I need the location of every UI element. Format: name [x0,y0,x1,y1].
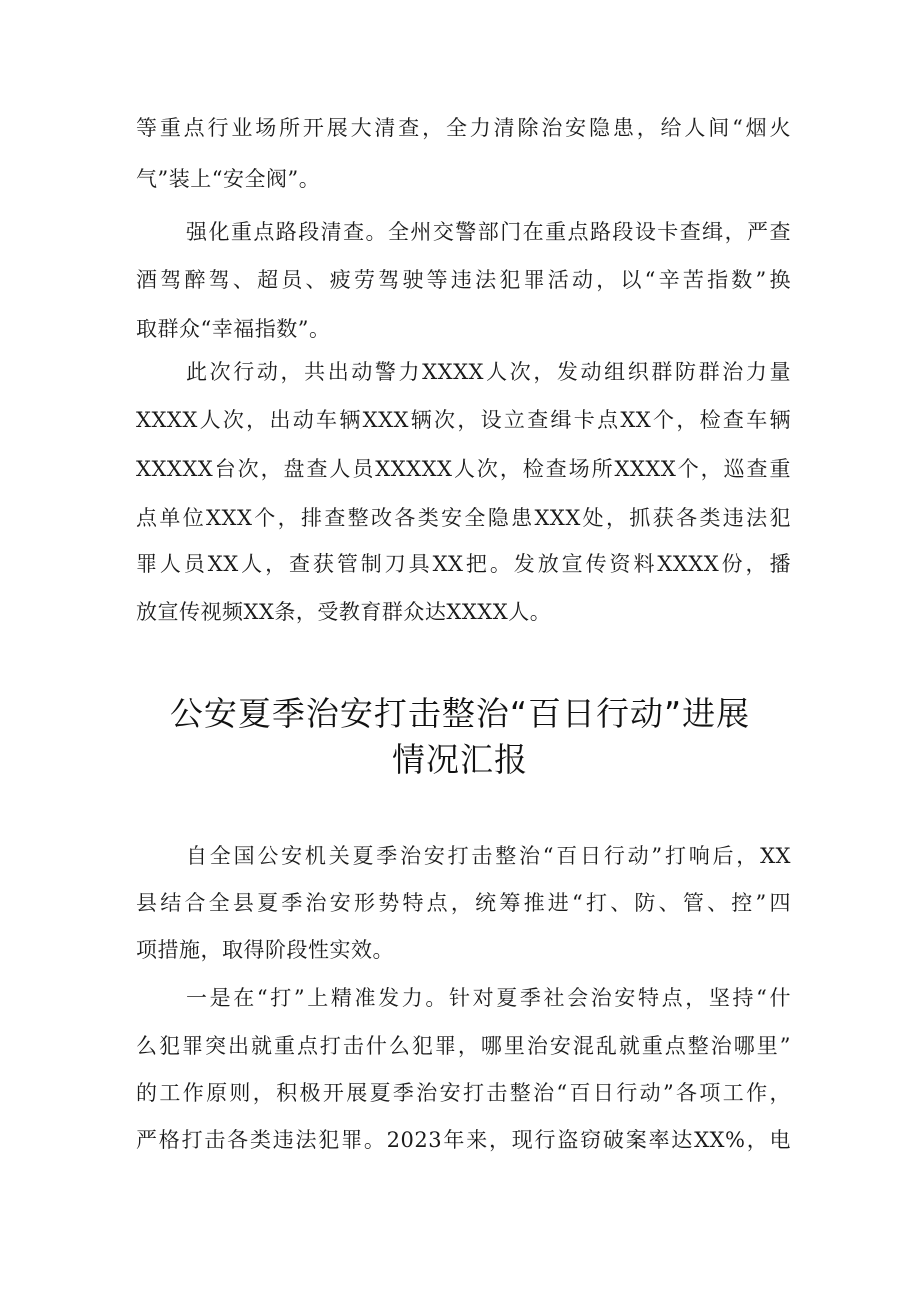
paragraph-2-line-2: 酒驾醉驾、超员、疲劳驾驶等违法犯罪活动，以“辛苦指数”换 [136,268,791,292]
paragraph-1-line-1: 等重点行业场所开展大清查，全力清除治安隐患，给人间“烟火 [136,116,791,140]
report-paragraph-2-line-3: 的工作原则，积极开展夏季治安打击整治“百日行动”各项工作， [136,1081,791,1105]
report-paragraph-2-line-1: 一是在“打”上精准发力。针对夏季社会治安特点，坚持“什 [186,986,791,1010]
paragraph-3-line-4: 点单位XXX个，排查整改各类安全隐患XXX处，抓获各类违法犯 [136,506,791,530]
paragraph-2-line-3: 取群众“幸福指数”。 [136,317,331,341]
paragraph-3-line-3: XXXXX台次，盘查人员XXXXX人次，检查场所XXXX个，巡查重 [136,457,791,481]
report-paragraph-2-line-4: 严格打击各类违法犯罪。2023年来，现行盗窃破案率达XX%，电 [136,1128,791,1152]
report-title-line-1: 公安夏季治安打击整治“百日行动”进展 [169,694,751,733]
report-paragraph-1-line-2: 县结合全县夏季治安形势特点，统筹推进“打、防、管、控”四 [136,891,791,915]
paragraph-3-line-1: 此次行动，共出动警力XXXX人次，发动组织群防群治力量 [186,360,791,384]
report-paragraph-1-line-3: 项措施，取得阶段性实效。 [136,938,394,962]
paragraph-2-line-1: 强化重点路段清查。全州交警部门在重点路段设卡查缉，严查 [186,220,791,244]
report-paragraph-1-line-1: 自全国公安机关夏季治安打击整治“百日行动”打响后，XX [186,844,791,868]
report-paragraph-2-line-2: 么犯罪突出就重点打击什么犯罪，哪里治安混乱就重点整治哪里” [136,1034,791,1058]
report-title-line-2: 情况汇报 [392,740,528,779]
paragraph-3-line-2: XXXX人次，出动车辆XXX辆次，设立查缉卡点XX个，检查车辆 [136,408,791,432]
paragraph-3-line-5: 罪人员XX人，查获管制刀具XX把。发放宣传资料XXXX份，播 [136,552,791,576]
paragraph-1-line-2: 气”装上“安全阀”。 [136,167,321,191]
paragraph-3-line-6: 放宣传视频XX条，受教育群众达XXXX人。 [136,600,552,624]
